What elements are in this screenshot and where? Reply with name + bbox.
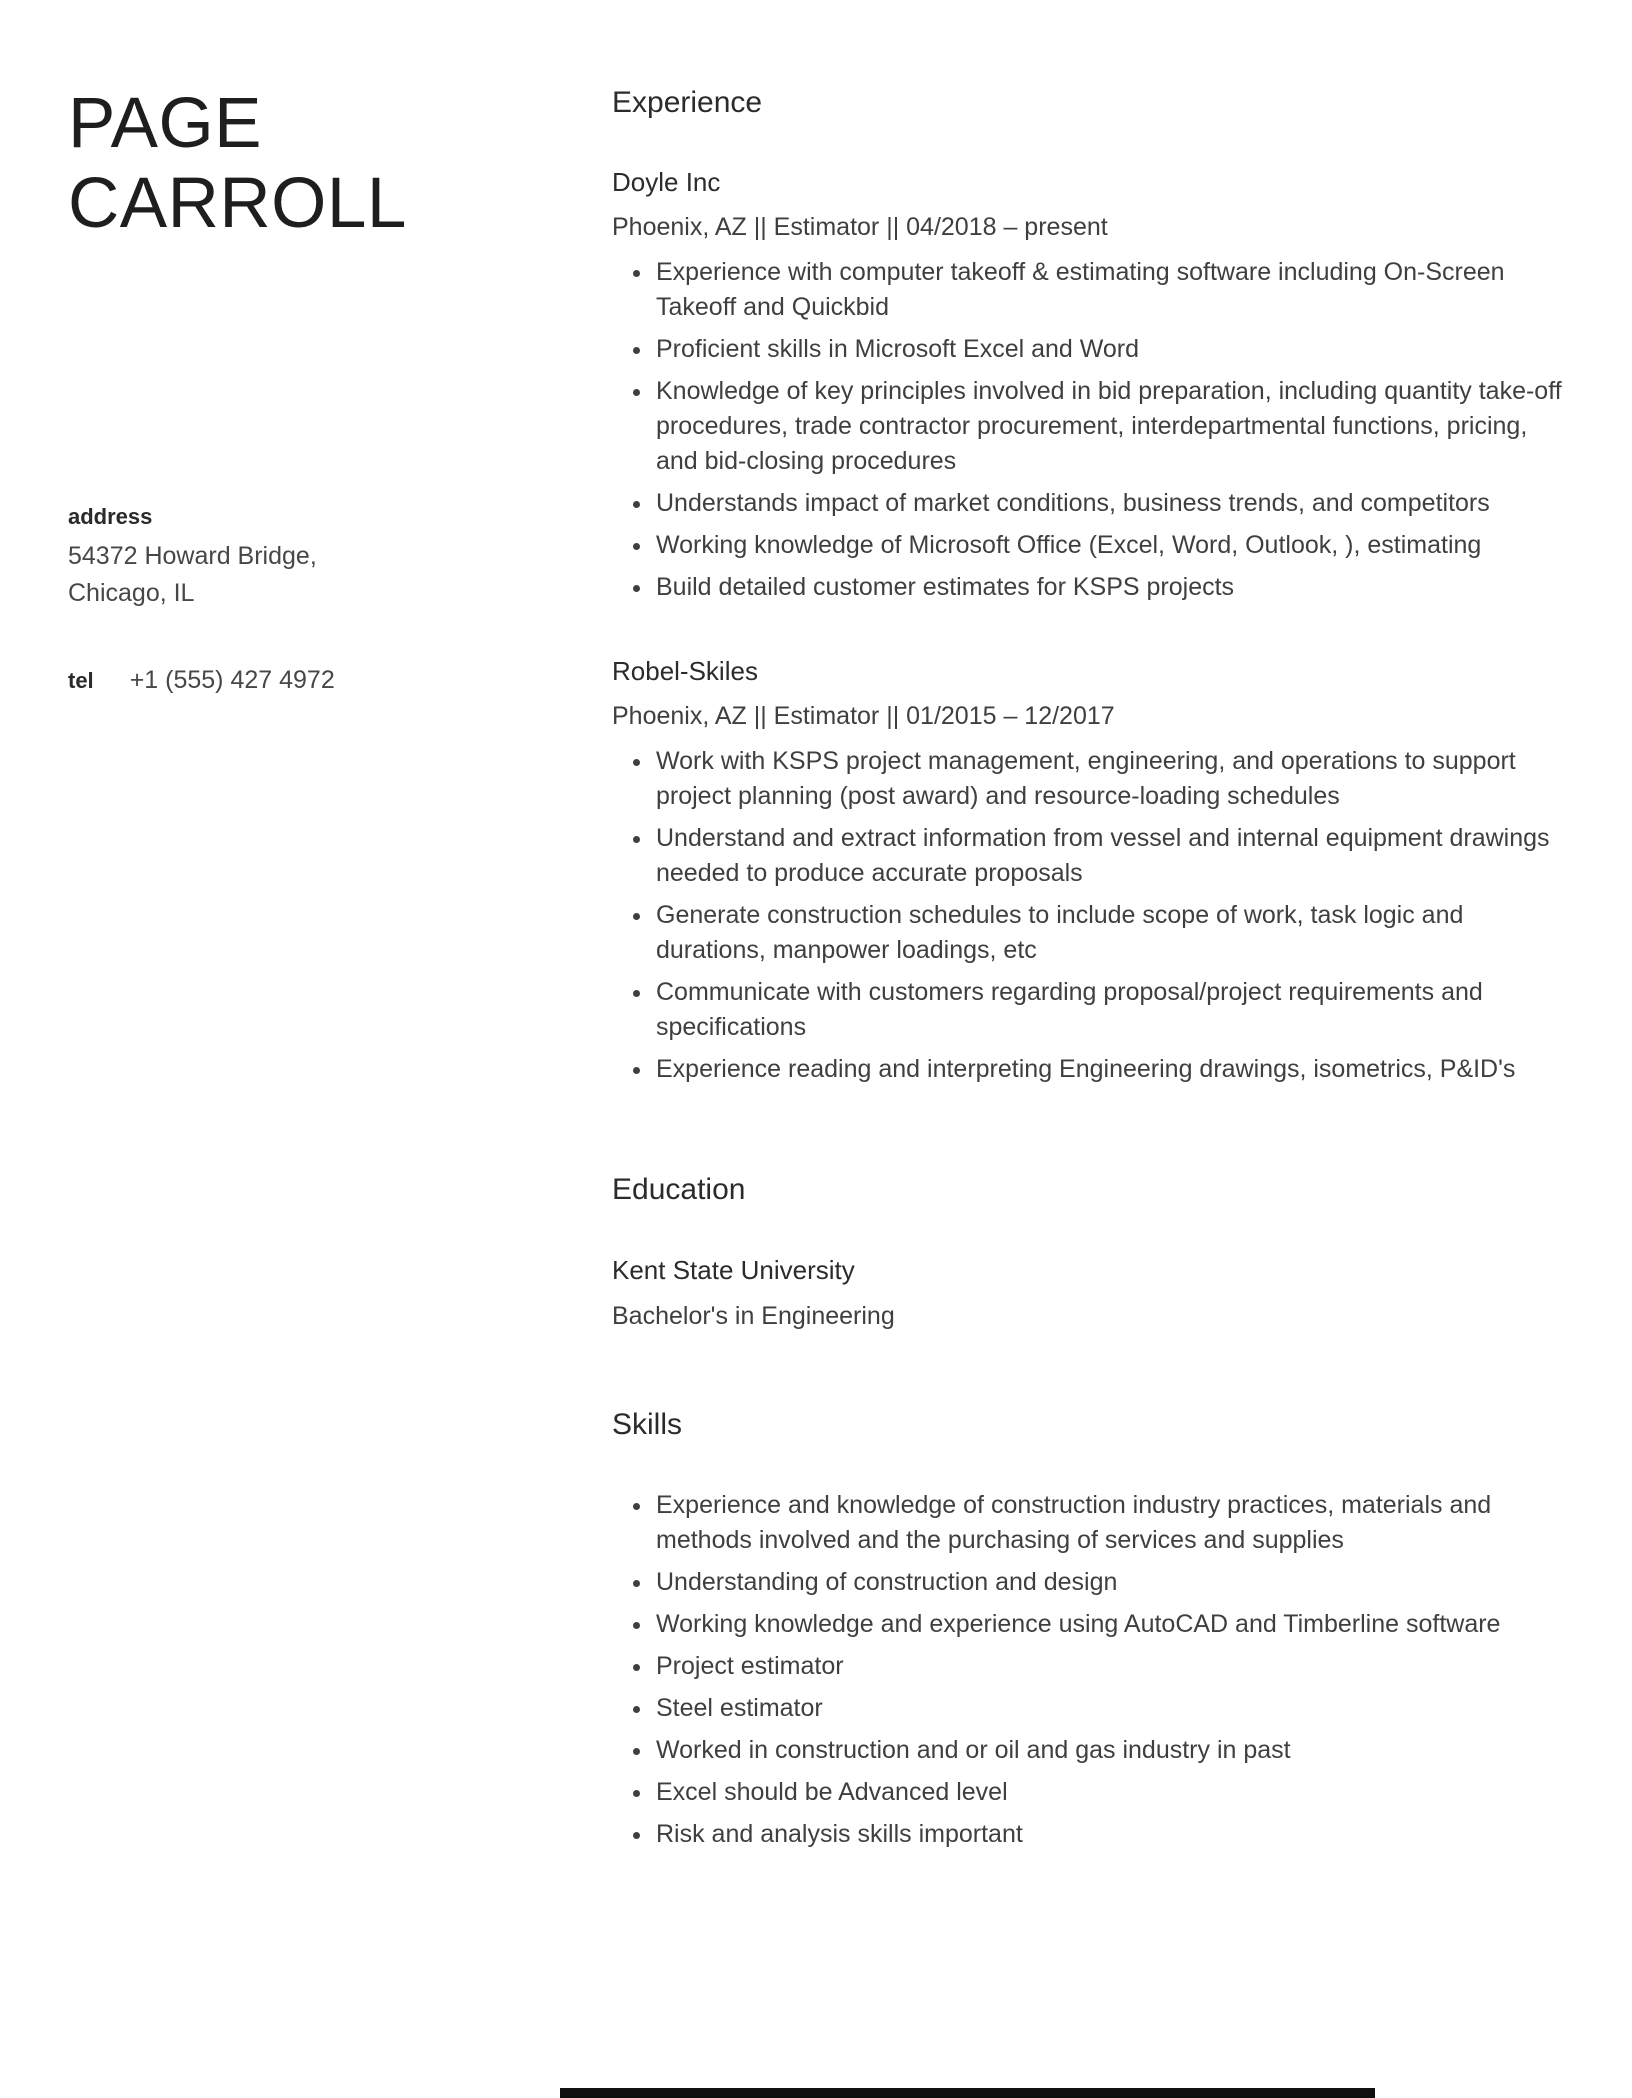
skill-bullet: • Project estimator: [654, 1649, 1564, 1684]
experience-heading: Experience: [612, 86, 763, 119]
degree-name: Bachelor's in Engineering: [612, 1302, 895, 1330]
main-content: [612, 84, 1564, 1859]
job-bullet: • Knowledge of key principles involved in bid preparation, including quantity take-off procedures, trade contractor procurement, interdepartmental functions, pricing, and bid-closing procedures: [654, 374, 1564, 479]
education-section: [612, 1171, 1564, 1334]
skills-bullet-list: [612, 1488, 1564, 1852]
phone-block: [68, 666, 498, 696]
job-bullet: • Proficient skills in Microsoft Excel and Word: [654, 332, 1564, 367]
page-edge-bar: [560, 2088, 1375, 2098]
experience-section: [612, 84, 1564, 1087]
candidate-first-name: PAGE: [68, 84, 263, 163]
address-line-1: 54372 Howard Bridge,: [68, 542, 317, 570]
job-entry-robel-skiles: [612, 655, 1564, 1087]
candidate-last-name: CARROLL: [68, 164, 407, 243]
address-line-2: Chicago, IL: [68, 579, 195, 607]
phone-number: +1 (555) 427 4972: [129, 666, 335, 694]
job-bullet: • Understand and extract information from vessel and internal equipment drawings needed to produce accurate proposals: [654, 821, 1564, 891]
job-meta: Phoenix, AZ || Estimator || 01/2015 – 12/2017: [612, 702, 1115, 730]
address-label: address: [68, 504, 153, 529]
education-heading: Education: [612, 1173, 746, 1206]
skill-bullet: • Understanding of construction and design: [654, 1565, 1564, 1600]
job-bullet: • Understands impact of market conditions, business trends, and competitors: [654, 486, 1564, 521]
school-name: Kent State University: [612, 1255, 855, 1285]
job-bullet: • Build detailed customer estimates for KSPS projects: [654, 570, 1564, 605]
address-block: [68, 502, 498, 612]
company-name: Robel-Skiles: [612, 656, 758, 686]
job-entry-doyle-inc: [612, 166, 1564, 605]
skill-bullet: • Risk and analysis skills important: [654, 1817, 1564, 1852]
skills-section: [612, 1406, 1564, 1852]
job-bullet: • Communicate with customers regarding proposal/project requirements and specifications: [654, 975, 1564, 1045]
company-name: Doyle Inc: [612, 167, 721, 197]
skills-heading: Skills: [612, 1408, 683, 1441]
job-bullet: • Experience with computer takeoff & estimating software including On-Screen Takeoff and Quickbid: [654, 255, 1564, 325]
skill-bullet: • Excel should be Advanced level: [654, 1775, 1564, 1810]
job-meta: Phoenix, AZ || Estimator || 04/2018 – present: [612, 213, 1108, 241]
candidate-name: [68, 84, 498, 244]
job-bullet: • Experience reading and interpreting Engineering drawings, isometrics, P&ID's: [654, 1052, 1564, 1087]
job-bullet: • Work with KSPS project management, engineering, and operations to support project planning (post award) and resource-loading schedules: [654, 744, 1564, 814]
sidebar: [68, 84, 498, 696]
skill-bullet: • Working knowledge and experience using AutoCAD and Timberline software: [654, 1607, 1564, 1642]
job-bullet: • Generate construction schedules to include scope of work, task logic and durations, manpower loadings, etc: [654, 898, 1564, 968]
job-bullet-list: [612, 744, 1564, 1087]
job-bullet-list: [612, 255, 1564, 605]
skill-bullet: • Steel estimator: [654, 1691, 1564, 1726]
skill-bullet: • Worked in construction and or oil and gas industry in past: [654, 1733, 1564, 1768]
skill-bullet: • Experience and knowledge of construction industry practices, materials and methods involved and the purchasing of services and supplies: [654, 1488, 1564, 1558]
job-bullet: • Working knowledge of Microsoft Office (Excel, Word, Outlook, ), estimating: [654, 528, 1564, 563]
phone-label: tel: [68, 668, 94, 693]
